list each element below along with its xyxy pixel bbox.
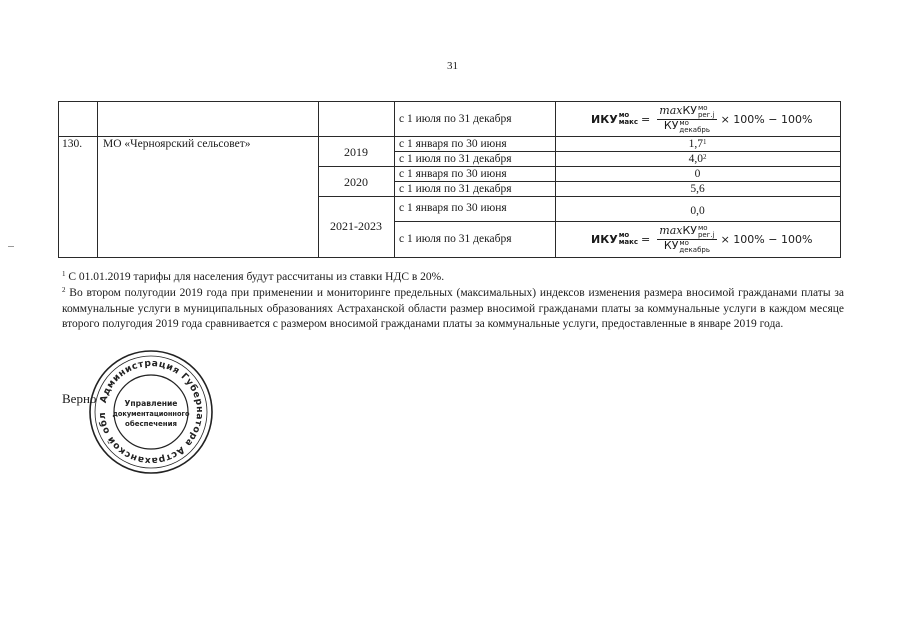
period-cell: с 1 января по 30 июня: [399, 138, 507, 150]
formula-tail: × 100% − 100%: [720, 232, 813, 246]
table-line: [97, 101, 98, 258]
stamp-center-text: Управление: [124, 399, 178, 408]
year-cell: 2020: [344, 175, 368, 189]
table-line: [58, 101, 59, 258]
value-cell: 5,6: [690, 183, 705, 195]
stamp-center-text: документационного: [112, 410, 190, 418]
period-cell: с 1 января по 30 июня: [399, 168, 507, 180]
period-cell: с 1 июля по 31 декабря: [399, 153, 512, 165]
table-line: [58, 101, 840, 102]
table-line: [318, 196, 840, 197]
table-line: [394, 221, 840, 222]
value-cell: 0,0: [690, 205, 705, 217]
formula-fraction: max КУ мо рег.j КУ мо декабрь: [659, 103, 715, 134]
table-line: [318, 166, 840, 167]
entry-number: 130.: [62, 138, 83, 150]
formula-cell: [591, 104, 812, 134]
formula-lhs: ИКУ мо макс: [591, 231, 639, 246]
stamp-ring-text: Администрация Губернатора Астраханской обл: [96, 357, 206, 467]
year-cell: 2019: [344, 145, 368, 159]
period-cell: с 1 января по 30 июня: [399, 202, 507, 214]
table-line: [394, 101, 395, 258]
footnote-2: $^2$ Во втором полугодии 2019 года при применении и мониторинге предельных (максимальных) индексов изменения размера вносимой гражданами платы за коммунальные услуги в муниципальных образованиях Астраханской области размер вносимой гражданами платы за коммунальные услуги в каждом месяце второго полугодия 2019 года сравнивается с размером вносимой гражданами платы за коммунальные услуги, предоставленные в январе 2019 года.: [62, 286, 844, 331]
formula-equals: =: [641, 112, 651, 126]
period-cell: с 1 июля по 31 декабря: [399, 113, 512, 125]
value-cell: $4,0^2$: [688, 153, 707, 165]
verno-label: Верно: [62, 391, 97, 406]
municipality-name: МО «Черноярский сельсовет»: [103, 138, 251, 150]
formula-fraction: max КУ мо рег.j КУ мо декабрь: [659, 223, 715, 254]
formula-cell: [591, 223, 812, 255]
official-stamp: [87, 348, 215, 476]
period-cell: с 1 июля по 31 декабря: [399, 233, 512, 245]
footnote-1: $^1$ С 01.01.2019 тарифы для населения будут рассчитаны из ставки НДС в 20%.: [62, 270, 445, 283]
value-cell: $1,7^1$: [688, 138, 707, 150]
table-line: [394, 181, 840, 182]
stamp-center-text: обеспечения: [125, 420, 177, 428]
formula-tail: × 100% − 100%: [720, 112, 813, 126]
table-line: [394, 151, 840, 152]
value-cell: 0: [694, 168, 701, 180]
table-line: [58, 257, 840, 258]
formula-lhs: ИКУ мо макс: [591, 111, 639, 126]
year-cell: 2021-2023: [330, 219, 382, 233]
page-number: 31: [447, 60, 458, 72]
table-line: [58, 136, 840, 137]
table-line: [840, 101, 841, 258]
formula-equals: =: [641, 232, 651, 246]
period-cell: с 1 июля по 31 декабря: [399, 183, 512, 195]
margin-mark: [8, 246, 14, 247]
